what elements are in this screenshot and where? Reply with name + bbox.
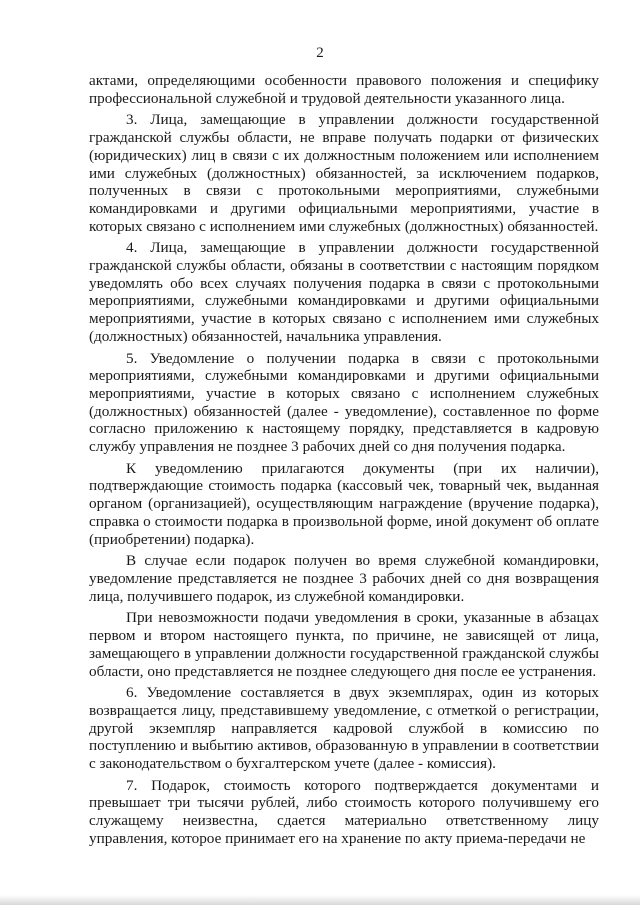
- paragraph-item-3: 3. Лица, замещающие в управлении должности государственной гражданской службы области, не вправе получать подарки от физических (юридических) лиц в связи с их должностным положением или исполнением ими служебных (должностных) обязанностей, за исключением подарков, полученных в связи с протокольными мероприятиями, служебными командировками и другими официальными мероприятиями, участие в которых связано с исполнением ими служебных (должностных) обязанностей.: [89, 111, 599, 235]
- paragraph-item-5: 5. Уведомление о получении подарка в связи с протокольными мероприятиями, служебными командировками и другими официальными мероприятиями, участие в которых связано с исполнением служебных (должностных) обязанностей (далее - уведомление), составленное по форме согласно приложению к настоящему порядку, представляется в кадровую службу управления не позднее 3 рабочих дней со дня получения подарка.: [89, 349, 599, 456]
- paragraph-continuation: актами, определяющими особенности правового положения и специфику профессиональной служебной и трудовой деятельности указанного лица.: [89, 72, 599, 107]
- paragraph-item-7: 7. Подарок, стоимость которого подтверждается документами и превышает три тысячи рублей, либо стоимость которого получившему его служащему неизвестна, сдается материально ответственному лицу управления, которое принимает его на хранение по акту приема-передачи не: [89, 776, 599, 847]
- scan-bottom-edge: [0, 895, 640, 905]
- paragraph-item-4: 4. Лица, замещающие в управлении должности государственной гражданской службы области, обязаны в соответствии с настоящим порядком уведомлять обо всех случаях получения подарка в связи с протокольными мероприятиями, служебными командировками и другими официальными мероприятиями, участие в которых связано с исполнением ими служебных (должностных) обязанностей, начальника управления.: [89, 239, 599, 345]
- paragraph-item-5-documents: К уведомлению прилагаются документы (при их наличии), подтверждающие стоимость подарка (кассовый чек, товарный чек, выданная органом (организацией), осуществляющим награждение (вручение подарка), справка о стоимости подарка в произвольной форме, иной документ об оплате (приобретении) подарка).: [89, 459, 599, 548]
- paragraph-item-5-impossibility: При невозможности подачи уведомления в сроки, указанные в абзацах первом и втором настоящего пункта, по причине, не зависящей от лица, замещающего в управлении должности государственной гражданской службы области, оно представляется не позднее следующего дня после ее устранения.: [89, 609, 599, 680]
- paragraph-item-5-business-trip: В случае если подарок получен во время служебной командировки, уведомление представляется не позднее 3 рабочих дней со дня возвращения лица, получившего подарок, из служебной командировки.: [89, 552, 599, 605]
- paragraph-item-6: 6. Уведомление составляется в двух экземплярах, один из которых возвращается лицу, представившему уведомление, с отметкой о регистрации, другой экземпляр направляется кадровой службой в комиссию по поступлению и выбытию активов, образованную в управлении в соответствии с законодательством о бухгалтерском учете (далее - комиссия).: [89, 684, 599, 773]
- page-number: 2: [316, 45, 324, 61]
- document-body: [89, 72, 599, 852]
